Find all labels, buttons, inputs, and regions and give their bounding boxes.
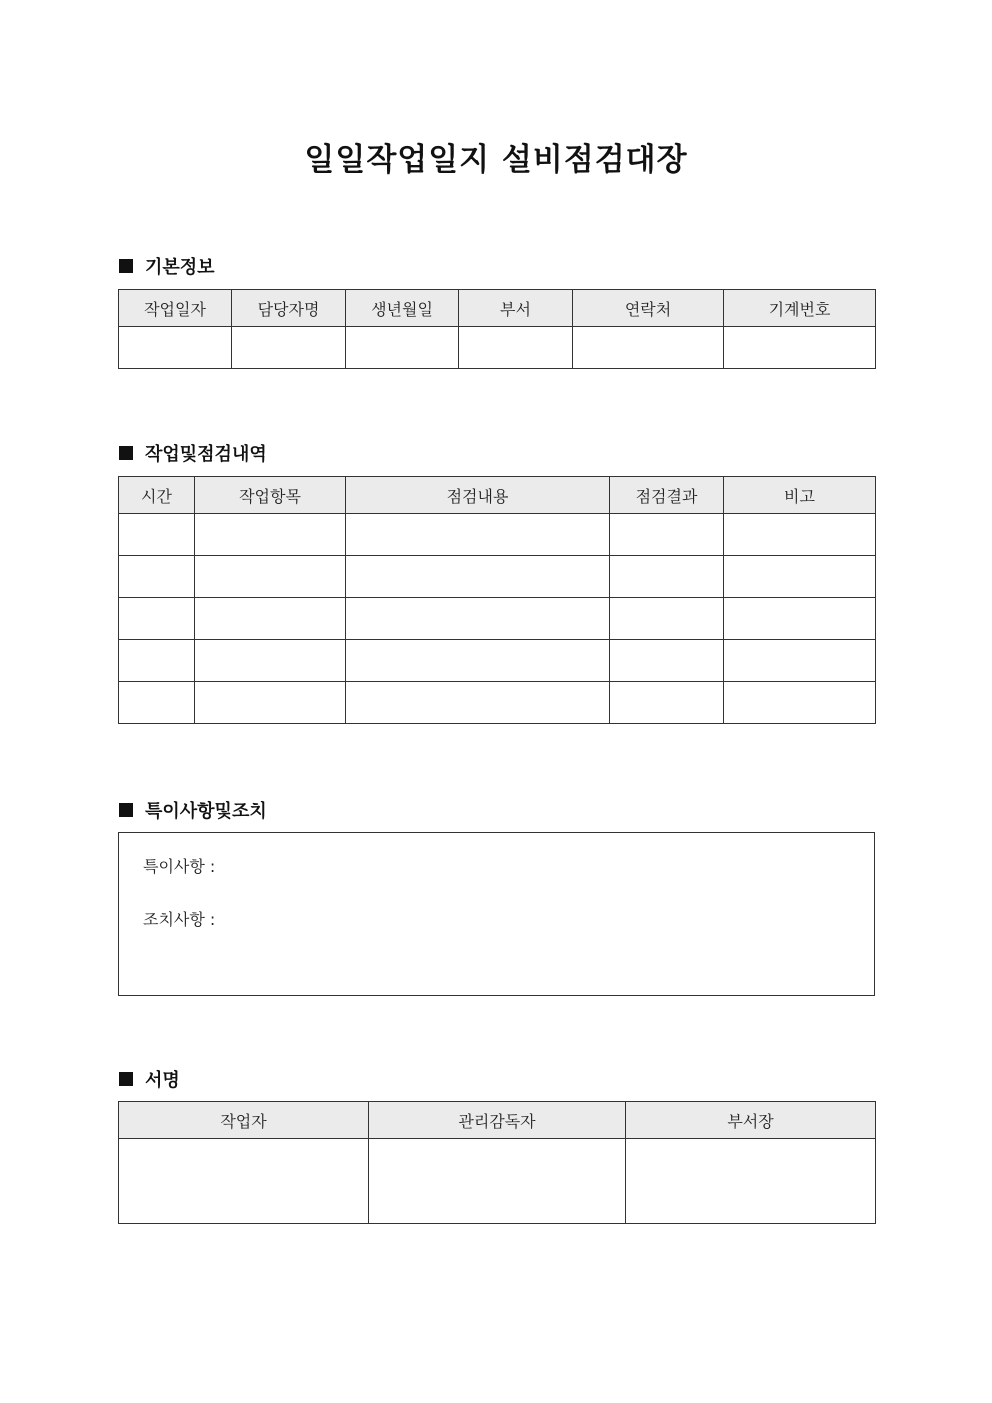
column-header-contact: 연락처 — [573, 290, 724, 327]
time-cell[interactable] — [119, 514, 195, 556]
work-item-cell[interactable] — [195, 556, 346, 598]
page-title: 일일작업일지 설비점검대장 — [304, 142, 688, 178]
section-heading-basic-info — [119, 253, 215, 279]
table-row — [119, 598, 876, 640]
work-date-cell[interactable] — [119, 327, 232, 369]
section-heading-label: 기본정보 — [145, 257, 215, 278]
time-cell[interactable] — [119, 598, 195, 640]
remarks-cell[interactable] — [724, 682, 876, 724]
time-cell[interactable] — [119, 640, 195, 682]
square-bullet-icon — [119, 446, 133, 460]
section-heading-remarks — [119, 797, 267, 823]
square-bullet-icon — [119, 1072, 133, 1086]
time-cell[interactable] — [119, 682, 195, 724]
square-bullet-icon — [119, 803, 133, 817]
work-item-cell[interactable] — [195, 514, 346, 556]
signature-table — [118, 1101, 876, 1224]
section-heading-label: 서명 — [145, 1070, 180, 1091]
table-row — [119, 1139, 876, 1224]
contact-cell[interactable] — [573, 327, 724, 369]
column-header-machine-number: 기계번호 — [724, 290, 876, 327]
action-notes-label: 조치사항 : — [143, 910, 216, 929]
inspection-content-cell[interactable] — [346, 598, 610, 640]
inspection-result-cell[interactable] — [610, 682, 724, 724]
table-row — [119, 514, 876, 556]
column-header-manager-name: 담당자명 — [232, 290, 346, 327]
inspection-result-cell[interactable] — [610, 640, 724, 682]
table-row — [119, 640, 876, 682]
column-header-supervisor: 관리감독자 — [369, 1102, 626, 1139]
remarks-box[interactable] — [118, 832, 875, 996]
table-header-row — [119, 290, 876, 327]
column-header-work-date: 작업일자 — [119, 290, 232, 327]
inspection-result-cell[interactable] — [610, 514, 724, 556]
basic-info-table — [118, 289, 876, 369]
work-inspection-table — [118, 476, 876, 724]
square-bullet-icon — [119, 259, 133, 273]
column-header-worker: 작업자 — [119, 1102, 369, 1139]
column-header-birth-date: 생년월일 — [346, 290, 459, 327]
remarks-cell[interactable] — [724, 556, 876, 598]
inspection-content-cell[interactable] — [346, 556, 610, 598]
column-header-work-item: 작업항목 — [195, 477, 346, 514]
column-header-department-head: 부서장 — [626, 1102, 876, 1139]
section-heading-label: 특이사항및조치 — [145, 801, 267, 822]
table-row — [119, 682, 876, 724]
table-row — [119, 556, 876, 598]
work-item-cell[interactable] — [195, 682, 346, 724]
column-header-time: 시간 — [119, 477, 195, 514]
remarks-cell[interactable] — [724, 598, 876, 640]
table-header-row — [119, 1102, 876, 1139]
remarks-cell[interactable] — [724, 640, 876, 682]
table-header-row — [119, 477, 876, 514]
department-head-signature-cell[interactable] — [626, 1139, 876, 1224]
special-notes-label: 특이사항 : — [143, 857, 216, 876]
inspection-content-cell[interactable] — [346, 514, 610, 556]
manager-name-cell[interactable] — [232, 327, 346, 369]
work-item-cell[interactable] — [195, 598, 346, 640]
inspection-content-cell[interactable] — [346, 640, 610, 682]
table-row — [119, 327, 876, 369]
department-cell[interactable] — [459, 327, 573, 369]
birth-date-cell[interactable] — [346, 327, 459, 369]
column-header-inspection-result: 점검결과 — [610, 477, 724, 514]
section-heading-label: 작업및점검내역 — [145, 444, 267, 465]
section-heading-signature — [119, 1066, 180, 1092]
section-heading-work-inspection — [119, 440, 267, 466]
column-header-inspection-content: 점검내용 — [346, 477, 610, 514]
time-cell[interactable] — [119, 556, 195, 598]
supervisor-signature-cell[interactable] — [369, 1139, 626, 1224]
column-header-department: 부서 — [459, 290, 573, 327]
remarks-cell[interactable] — [724, 514, 876, 556]
inspection-result-cell[interactable] — [610, 556, 724, 598]
work-item-cell[interactable] — [195, 640, 346, 682]
inspection-content-cell[interactable] — [346, 682, 610, 724]
worker-signature-cell[interactable] — [119, 1139, 369, 1224]
column-header-remarks: 비고 — [724, 477, 876, 514]
inspection-result-cell[interactable] — [610, 598, 724, 640]
machine-number-cell[interactable] — [724, 327, 876, 369]
